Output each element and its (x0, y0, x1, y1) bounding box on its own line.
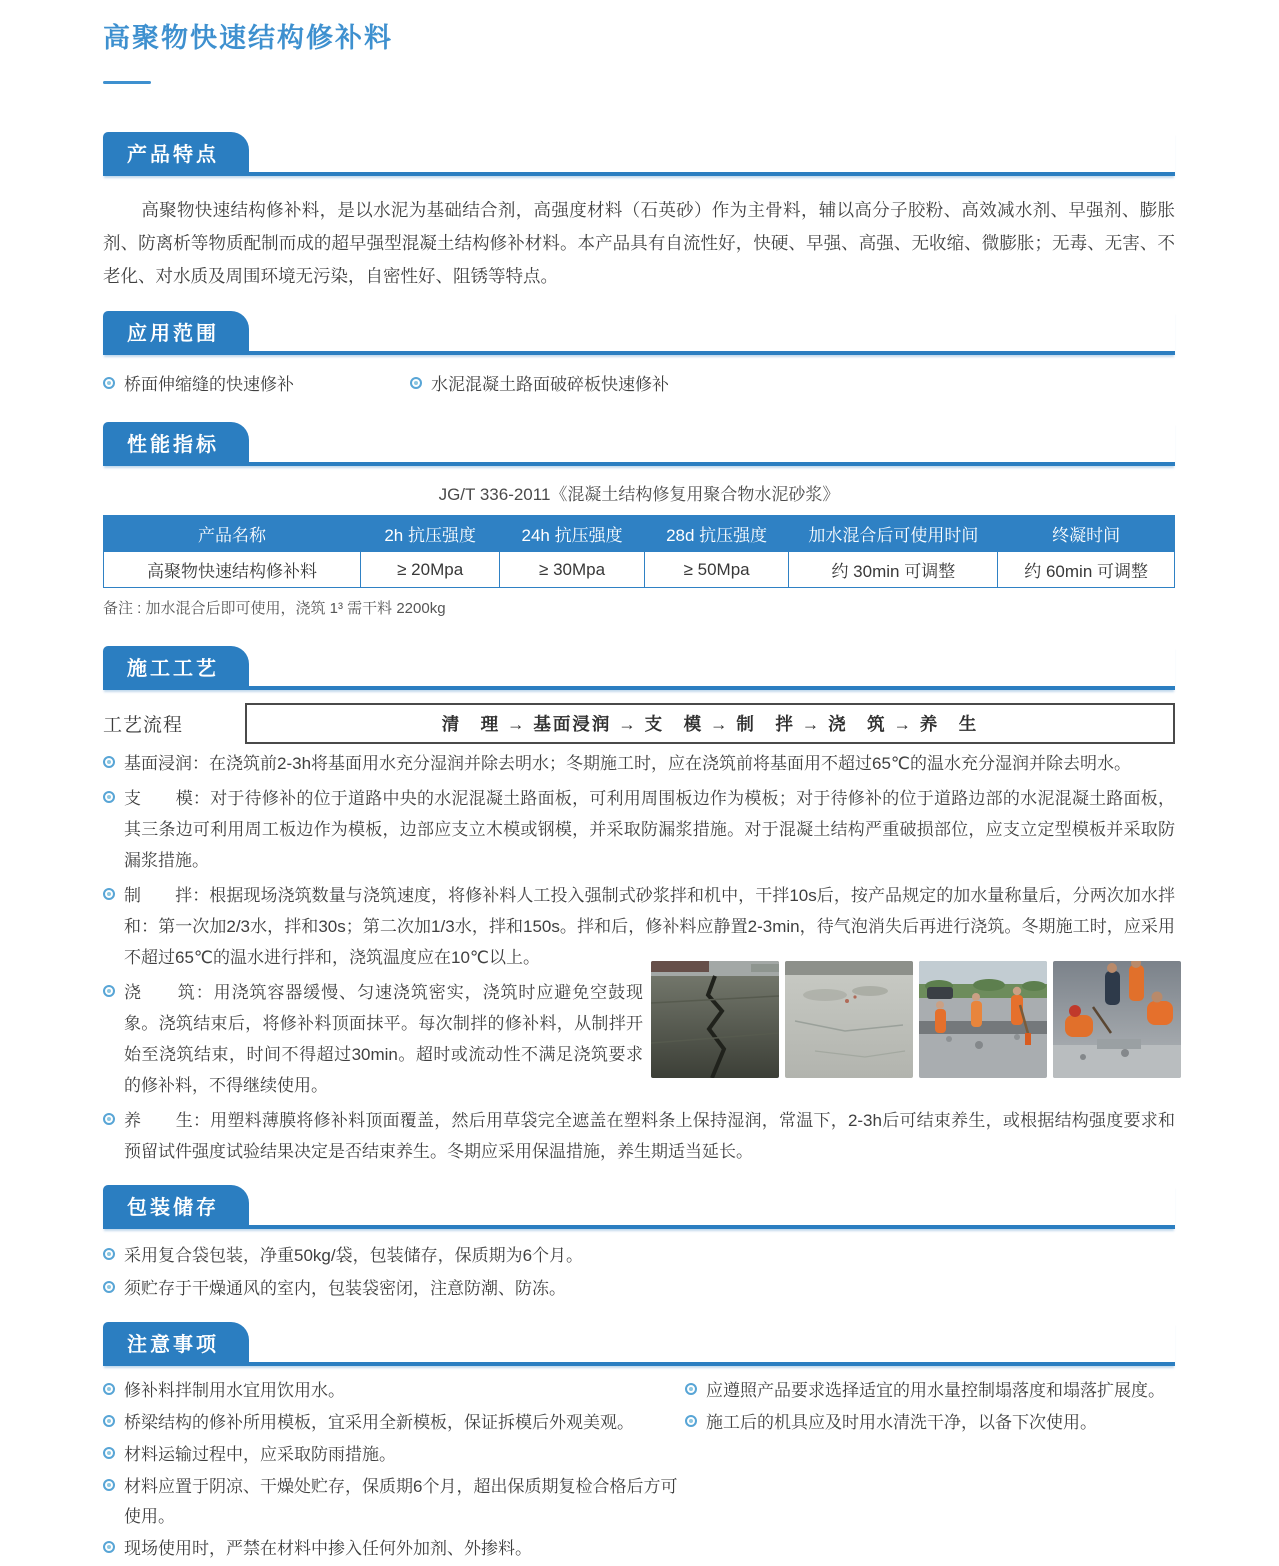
precaution-item-text: 应遵照产品要求选择适宜的用水量控制塌落度和塌落扩展度。 (706, 1381, 1165, 1400)
section-header-features (103, 132, 1175, 176)
step-text: 养 生：用塑料薄膜将修补料顶面覆盖，然后用草袋完全遮盖在塑料条上保持湿润，常温下，2-3h后可结束养生，或根据结构强度要求和预留试件强度试验结果决定是否结束养生。冬期应采用保温措施，养生期适当延长。 (124, 1111, 1175, 1161)
precautions-left-column (103, 1376, 685, 1566)
process-step (103, 977, 643, 1101)
applications-list (103, 370, 1175, 400)
photo-cracked-bridge-deck (651, 961, 779, 1078)
column-header: 24h 抗压强度 (500, 516, 645, 552)
step-text: 基面浸润：在浇筑前2-3h将基面用水充分湿润并除去明水；冬期施工时，应在浇筑前将基面用不超过65℃的温水充分湿润并除去明水。 (124, 754, 1132, 773)
table-cell: ≥ 20Mpa (361, 552, 500, 588)
ring-bullet-icon (103, 1113, 115, 1125)
table-header-row (104, 516, 1175, 552)
column-header: 加水混合后可使用时间 (789, 516, 998, 552)
section-header-precautions (103, 1322, 1175, 1366)
flow-diagram-box: 清 理 → 基面浸润 → 支 模 → 制 拌 → 浇 筑 → 养 生 (245, 703, 1175, 744)
site-photo-strip (651, 961, 1181, 1101)
page-title: 高聚物快速结构修补料 (103, 23, 393, 53)
list-item (103, 1274, 1175, 1304)
process-step (103, 880, 1175, 973)
ring-bullet-icon (410, 377, 422, 389)
section-tab-packaging: 包装储存 (103, 1185, 249, 1225)
table-row (104, 552, 1175, 588)
photo-broken-concrete-slab (785, 961, 913, 1078)
ring-bullet-icon (103, 1541, 115, 1553)
ring-bullet-icon (103, 1281, 115, 1293)
process-step (103, 748, 1175, 779)
process-step (103, 783, 1175, 876)
section-tab-features: 产品特点 (103, 132, 249, 172)
list-item (103, 1241, 1175, 1271)
section-header-process (103, 646, 1175, 690)
packaging-item-text: 采用复合袋包装，净重50kg/袋，包装储存，保质期为6个月。 (124, 1246, 584, 1265)
list-item (103, 1534, 685, 1564)
ring-bullet-icon (685, 1415, 697, 1427)
list-item (103, 1408, 685, 1438)
section-tab-precautions: 注意事项 (103, 1322, 249, 1362)
list-item (103, 1472, 685, 1532)
precaution-item-text: 现场使用时，严禁在材料中掺入任何外加剂、外掺料。 (124, 1539, 532, 1558)
list-item (685, 1408, 1175, 1438)
ring-bullet-icon (685, 1383, 697, 1395)
performance-table (103, 515, 1175, 588)
pour-step-and-photos (103, 977, 1175, 1101)
precaution-item-text: 材料运输过程中，应采取防雨措施。 (124, 1445, 396, 1464)
ring-bullet-icon (103, 1415, 115, 1427)
packaging-list (103, 1241, 1175, 1304)
list-item (685, 1376, 1175, 1406)
precaution-item-text: 桥梁结构的修补所用模板，宜采用全新模板，保证拆模后外观美观。 (124, 1413, 634, 1432)
application-item-text: 水泥混凝土路面破碎板快速修补 (431, 375, 669, 394)
table-cell: ≥ 50Mpa (644, 552, 789, 588)
column-header: 2h 抗压强度 (361, 516, 500, 552)
section-tab-performance: 性能指标 (103, 422, 249, 462)
precautions-columns (103, 1376, 1175, 1566)
ring-bullet-icon (103, 985, 115, 997)
column-header: 28d 抗压强度 (644, 516, 789, 552)
ring-bullet-icon (103, 1479, 115, 1491)
ring-bullet-icon (103, 756, 115, 768)
ring-bullet-icon (103, 1383, 115, 1395)
application-item-text: 桥面伸缩缝的快速修补 (124, 375, 294, 394)
precautions-right-column (685, 1376, 1175, 1566)
ring-bullet-icon (103, 791, 115, 803)
list-item (103, 370, 410, 400)
table-note: 备注 : 加水混合后即可使用，浇筑 1³ 需干料 2200kg (103, 600, 446, 617)
process-step (103, 1105, 1175, 1167)
column-header: 产品名称 (104, 516, 361, 552)
precaution-item-text: 材料应置于阴凉、干燥处贮存，保质期6个月，超出保质期复检合格后方可使用。 (124, 1477, 678, 1526)
list-item (410, 370, 669, 400)
table-cell: ≥ 30Mpa (500, 552, 645, 588)
list-item (103, 1440, 685, 1470)
precaution-item-text: 修补料拌制用水宜用饮用水。 (124, 1381, 345, 1400)
section-header-performance (103, 422, 1175, 466)
step-text: 制 拌：根据现场浇筑数量与浇筑速度，将修补料人工投入强制式砂浆拌和机中，干拌10s后，按产品规定的加水量称量后，分两次加水拌和：第一次加2/3水，拌和30s；第二次加1/3水，拌和150s。拌和后，修补料应静置2-3min，待气泡消失后再进行浇筑。冬期施工时，应采用不超过65℃的温水进行拌和，浇筑温度应在10℃以上。 (124, 886, 1175, 967)
photo-road-repair-crew (919, 961, 1047, 1078)
ring-bullet-icon (103, 888, 115, 900)
flow-label: 工艺流程 (103, 715, 184, 736)
ring-bullet-icon (103, 1248, 115, 1260)
section-tab-applications: 应用范围 (103, 311, 249, 351)
step-text: 支 模：对于待修补的位于道路中央的水泥混凝土路面板，可利用周围板边作为模板；对于待修补的位于道路边部的水泥混凝土路面板，其三条边可利用周工板边作为模板，边部应支立木模或钢模，并采取防漏浆措施。对于混凝土结构严重破损部位，应支立定型模板并采取防漏浆措施。 (124, 789, 1175, 870)
features-text: 高聚物快速结构修补料，是以水泥为基础结合剂，高强度材料（石英砂）作为主骨料，辅以高分子胶粉、高效减水剂、早强剂、膨胀剂、防离析等物质配制而成的超早强型混凝土结构修补材料。本产品具有自流性好，快硬、早强、高强、无收缩、微膨胀；无毒、无害、不老化、对水质及周围环境无污染，自密性好、阻锈等特点。 (103, 200, 1175, 286)
column-header: 终凝时间 (998, 516, 1175, 552)
table-cell: 高聚物快速结构修补料 (104, 552, 361, 588)
standard-reference: JG/T 336-2011《混凝土结构修复用聚合物水泥砂浆》 (438, 485, 840, 504)
step-text: 浇 筑：用浇筑容器缓慢、匀速浇筑密实，浇筑时应避免空鼓现象。浇筑结束后，将修补料顶面抹平。每次制拌的修补料，从制拌开始至浇筑结束，时间不得超过30min。超时或流动性不满足浇筑要求的修补料，不得继续使用。 (124, 983, 643, 1095)
features-paragraph (103, 194, 1175, 293)
process-flow-row (103, 703, 1175, 744)
table-cell: 约 30min 可调整 (789, 552, 998, 588)
section-header-applications (103, 311, 1175, 355)
ring-bullet-icon (103, 377, 115, 389)
packaging-item-text: 须贮存于干燥通风的室内，包装袋密闭，注意防潮、防冻。 (124, 1279, 566, 1298)
precaution-item-text: 施工后的机具应及时用水清洗干净，以备下次使用。 (706, 1413, 1097, 1432)
list-item (103, 1376, 685, 1406)
section-tab-process: 施工工艺 (103, 646, 249, 686)
table-cell: 约 60min 可调整 (998, 552, 1175, 588)
ring-bullet-icon (103, 1447, 115, 1459)
section-header-packaging (103, 1185, 1175, 1229)
title-underline (103, 81, 151, 84)
photo-workers-placing-repair-mortar (1053, 961, 1181, 1078)
